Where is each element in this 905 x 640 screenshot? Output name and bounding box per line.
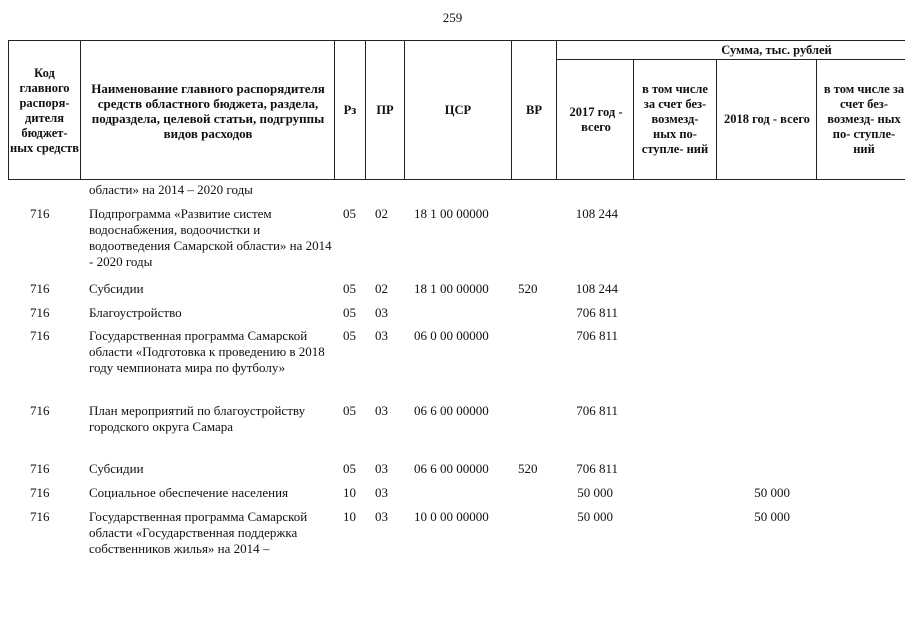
cell-sum-2017: 706 811 bbox=[576, 403, 618, 418]
header-2017-total: 2017 год - всего bbox=[569, 104, 623, 134]
cell-name: План мероприятий по благоустройству городского округа Самара bbox=[89, 403, 306, 434]
cell-code: 716 bbox=[30, 485, 50, 500]
cell-pr: 03 bbox=[375, 485, 388, 500]
cell-code: 716 bbox=[30, 509, 50, 524]
cell-vr: 520 bbox=[518, 281, 538, 296]
cell-code: 716 bbox=[30, 305, 50, 320]
cell-name: Субсидии bbox=[89, 461, 144, 476]
cell-rz: 05 bbox=[343, 281, 356, 296]
cell-csr: 06 6 00 00000 bbox=[414, 461, 489, 476]
header-rz: Рз bbox=[343, 102, 357, 117]
col-divider bbox=[816, 59, 817, 180]
col-divider bbox=[716, 59, 717, 180]
header-pr: ПР bbox=[376, 102, 394, 117]
header-code: Код главного распоря- дителя бюджет- ных средств bbox=[10, 66, 79, 155]
col-divider bbox=[556, 40, 557, 180]
cell-rz: 10 bbox=[343, 485, 356, 500]
header-sum-group: Сумма, тыс. рублей bbox=[721, 42, 832, 57]
cell-rz: 05 bbox=[343, 328, 356, 343]
cell-rz: 05 bbox=[343, 403, 356, 418]
cell-rz: 10 bbox=[343, 509, 356, 524]
header-2018-free: в том числе за счет без- возмезд- ных по- ступле- ний bbox=[823, 82, 905, 156]
cell-sum-2017: 50 000 bbox=[577, 509, 613, 524]
cell-rz: 05 bbox=[343, 461, 356, 476]
header-2018-total: 2018 год - всего bbox=[724, 112, 810, 126]
cell-name: Субсидии bbox=[89, 281, 144, 296]
cell-sum-2017: 108 244 bbox=[575, 281, 618, 296]
cell-name: Социальное обеспечение населения bbox=[89, 485, 289, 500]
table-header bbox=[8, 40, 905, 180]
cell-sum-2018: 50 000 bbox=[754, 485, 790, 500]
header-vr: ВР bbox=[526, 102, 542, 117]
cell-sum-2017: 706 811 bbox=[576, 328, 618, 343]
cell-code: 716 bbox=[30, 403, 50, 418]
cell-sum-2017: 706 811 bbox=[576, 305, 618, 320]
col-divider bbox=[633, 59, 634, 180]
header-name: Наименование главного распорядителя средств областного бюджета, раздела, подраздела, целевой статьи, подгруппы видов расходов bbox=[91, 81, 325, 141]
col-divider bbox=[80, 40, 81, 180]
cell-pr: 03 bbox=[375, 403, 388, 418]
cell-rz: 05 bbox=[343, 305, 356, 320]
cell-code: 716 bbox=[30, 461, 50, 476]
cell-pr: 03 bbox=[375, 461, 388, 476]
cell-code: 716 bbox=[30, 328, 50, 343]
cell-csr: 18 1 00 00000 bbox=[414, 206, 489, 221]
cell-sum-2018: 50 000 bbox=[754, 509, 790, 524]
carry-over-text: области» на 2014 – 2020 годы bbox=[89, 182, 253, 197]
cell-csr: 10 0 00 00000 bbox=[414, 509, 489, 524]
cell-pr: 03 bbox=[375, 305, 388, 320]
cell-sum-2017: 50 000 bbox=[577, 485, 613, 500]
header-csr: ЦСР bbox=[444, 102, 472, 117]
page-number: 259 bbox=[442, 10, 463, 25]
cell-code: 716 bbox=[30, 206, 50, 221]
cell-csr: 06 0 00 00000 bbox=[414, 328, 489, 343]
cell-code: 716 bbox=[30, 281, 50, 296]
header-2017-free: в том числе за счет без- возмезд- ных по- ступле- ний bbox=[641, 82, 709, 156]
cell-name: Государственная программа Самарской области «Государственная поддержка собственников жилья» на 2014 – bbox=[89, 509, 308, 556]
cell-pr: 02 bbox=[375, 206, 388, 221]
cell-sum-2017: 108 244 bbox=[575, 206, 618, 221]
cell-pr: 03 bbox=[375, 328, 388, 343]
cell-name: Государственная программа Самарской области «Подготовка к проведению в 2018 году чемпионата мира по футболу» bbox=[89, 328, 325, 375]
cell-sum-2017: 706 811 bbox=[576, 461, 618, 476]
cell-pr: 03 bbox=[375, 509, 388, 524]
cell-vr: 520 bbox=[518, 461, 538, 476]
cell-pr: 02 bbox=[375, 281, 388, 296]
cell-name: Подпрограмма «Развитие систем водоснабжения, водоочистки и водоотведения Самарской области» на 2014 - 2020 годы bbox=[89, 206, 332, 269]
cell-csr: 18 1 00 00000 bbox=[414, 281, 489, 296]
cell-rz: 05 bbox=[343, 206, 356, 221]
cell-name: Благоустройство bbox=[89, 305, 182, 320]
cell-csr: 06 6 00 00000 bbox=[414, 403, 489, 418]
